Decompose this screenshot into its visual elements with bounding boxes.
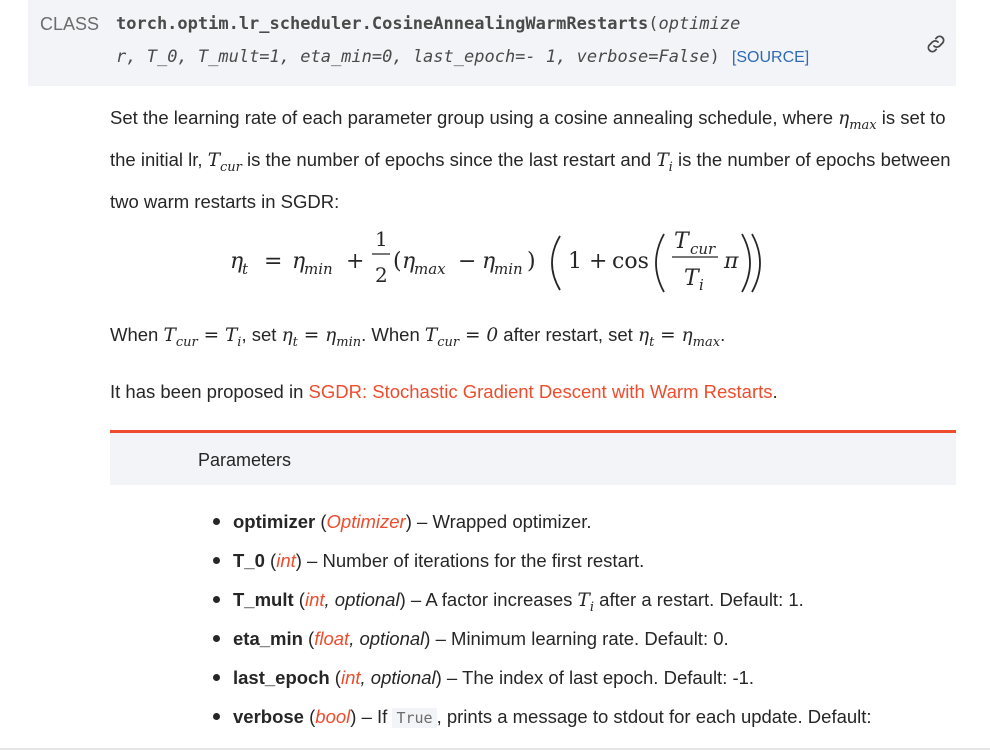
formula-minus: − — [458, 249, 477, 274]
formula-t: T — [684, 266, 699, 291]
type-link[interactable]: int — [276, 550, 296, 571]
arg-optimizer-part2: r — [116, 47, 127, 67]
formula-sub: max — [414, 260, 446, 278]
description-paragraph — [110, 101, 960, 219]
formula-sub: min — [494, 260, 523, 278]
formula-eq: = — [264, 249, 283, 274]
formula-sub: cur — [690, 240, 716, 258]
formula-paren: ) — [527, 249, 536, 274]
desc-text: Set the learning rate of each parameter group using a cosine annealing schedule, where — [110, 107, 839, 128]
desc-text: is set to the initial lr, — [110, 107, 946, 170]
formula-sub: min — [304, 260, 333, 278]
formula-one-plus: 1 + — [568, 249, 608, 274]
type-link[interactable]: bool — [315, 706, 351, 727]
type-link[interactable]: Optimizer — [326, 511, 406, 532]
sgdr-formula — [230, 222, 790, 298]
formula-pi: π — [724, 249, 739, 274]
formula-cos: cos — [612, 249, 649, 274]
restart-paragraph: When $T_{cur} = T_i$, set $\eta_t = \eta_{min}$. When $T_{cur} = 0$ after restart, set $\eta_t = \eta_{max}$. — [110, 324, 726, 350]
formula-plus: + — [346, 249, 365, 274]
desc-text: is the number of epochs between two warm restarts in SGDR: — [110, 149, 951, 212]
formula-sub: i — [699, 276, 704, 294]
type-link[interactable]: int — [340, 667, 361, 688]
class-qualified-name — [116, 14, 740, 34]
formula-eta: η — [292, 249, 306, 274]
open-paren: ( — [648, 14, 659, 34]
args-rest: , T_0, T_mult=1, eta_min=0, last_epoch=- 1, verbose=False — [126, 47, 710, 67]
source-link[interactable]: [SOURCE] — [731, 49, 810, 66]
link-icon[interactable] — [924, 32, 948, 56]
formula-t: T — [674, 229, 689, 254]
class-signature — [28, 0, 956, 86]
formula-paren: ( — [393, 249, 402, 274]
math-eta-max: $\eta_{max}$ — [838, 108, 877, 133]
class-keyword: CLASS — [40, 14, 100, 34]
parameters-list — [213, 504, 973, 738]
formula-eta: η — [482, 249, 496, 274]
list-item: T_mult (int, optional) – A factor increases $T_i$ after a restart. Default: 1. — [213, 582, 973, 621]
reference-paragraph: It has been proposed in SGDR: Stochastic Gradient Descent with Warm Restarts. — [110, 381, 778, 402]
formula-eta: η — [402, 249, 416, 274]
list-item: eta_min (float, optional) – Minimum learning rate. Default: 0. — [213, 621, 973, 660]
formula-eta: η — [230, 249, 244, 274]
type-link[interactable]: float — [314, 628, 350, 649]
list-item: last_epoch (int, optional) – The index of last epoch. Default: -1. — [213, 660, 973, 699]
formula-two: 2 — [375, 263, 388, 287]
inline-code: True — [392, 708, 436, 728]
list-item: optimizer (Optimizer) – Wrapped optimizer. — [213, 504, 973, 543]
class-arguments — [116, 47, 809, 67]
type-link[interactable]: int — [304, 589, 325, 610]
arg-optimizer-part1: optimize — [658, 14, 741, 34]
list-item: T_0 (int) – Number of iterations for the first restart. — [213, 543, 973, 582]
sgdr-paper-link[interactable]: SGDR: Stochastic Gradient Descent with Warm Restarts — [308, 381, 773, 402]
math-t-cur: $T_{cur}$ — [207, 150, 242, 175]
class-name: torch.optim.lr_scheduler.CosineAnnealingWarmRestarts — [116, 14, 649, 34]
close-paren: ) — [709, 47, 720, 67]
parameters-title: Parameters — [198, 450, 292, 470]
formula-sub: t — [242, 260, 249, 278]
desc-text: is the number of epochs since the last restart and — [241, 149, 657, 170]
parameters-header — [110, 433, 956, 485]
math-t-i: $T_i$ — [656, 150, 673, 175]
formula-one: 1 — [375, 227, 388, 251]
list-item: verbose (bool) – If True , prints a message to stdout for each update. Default: — [213, 699, 973, 738]
